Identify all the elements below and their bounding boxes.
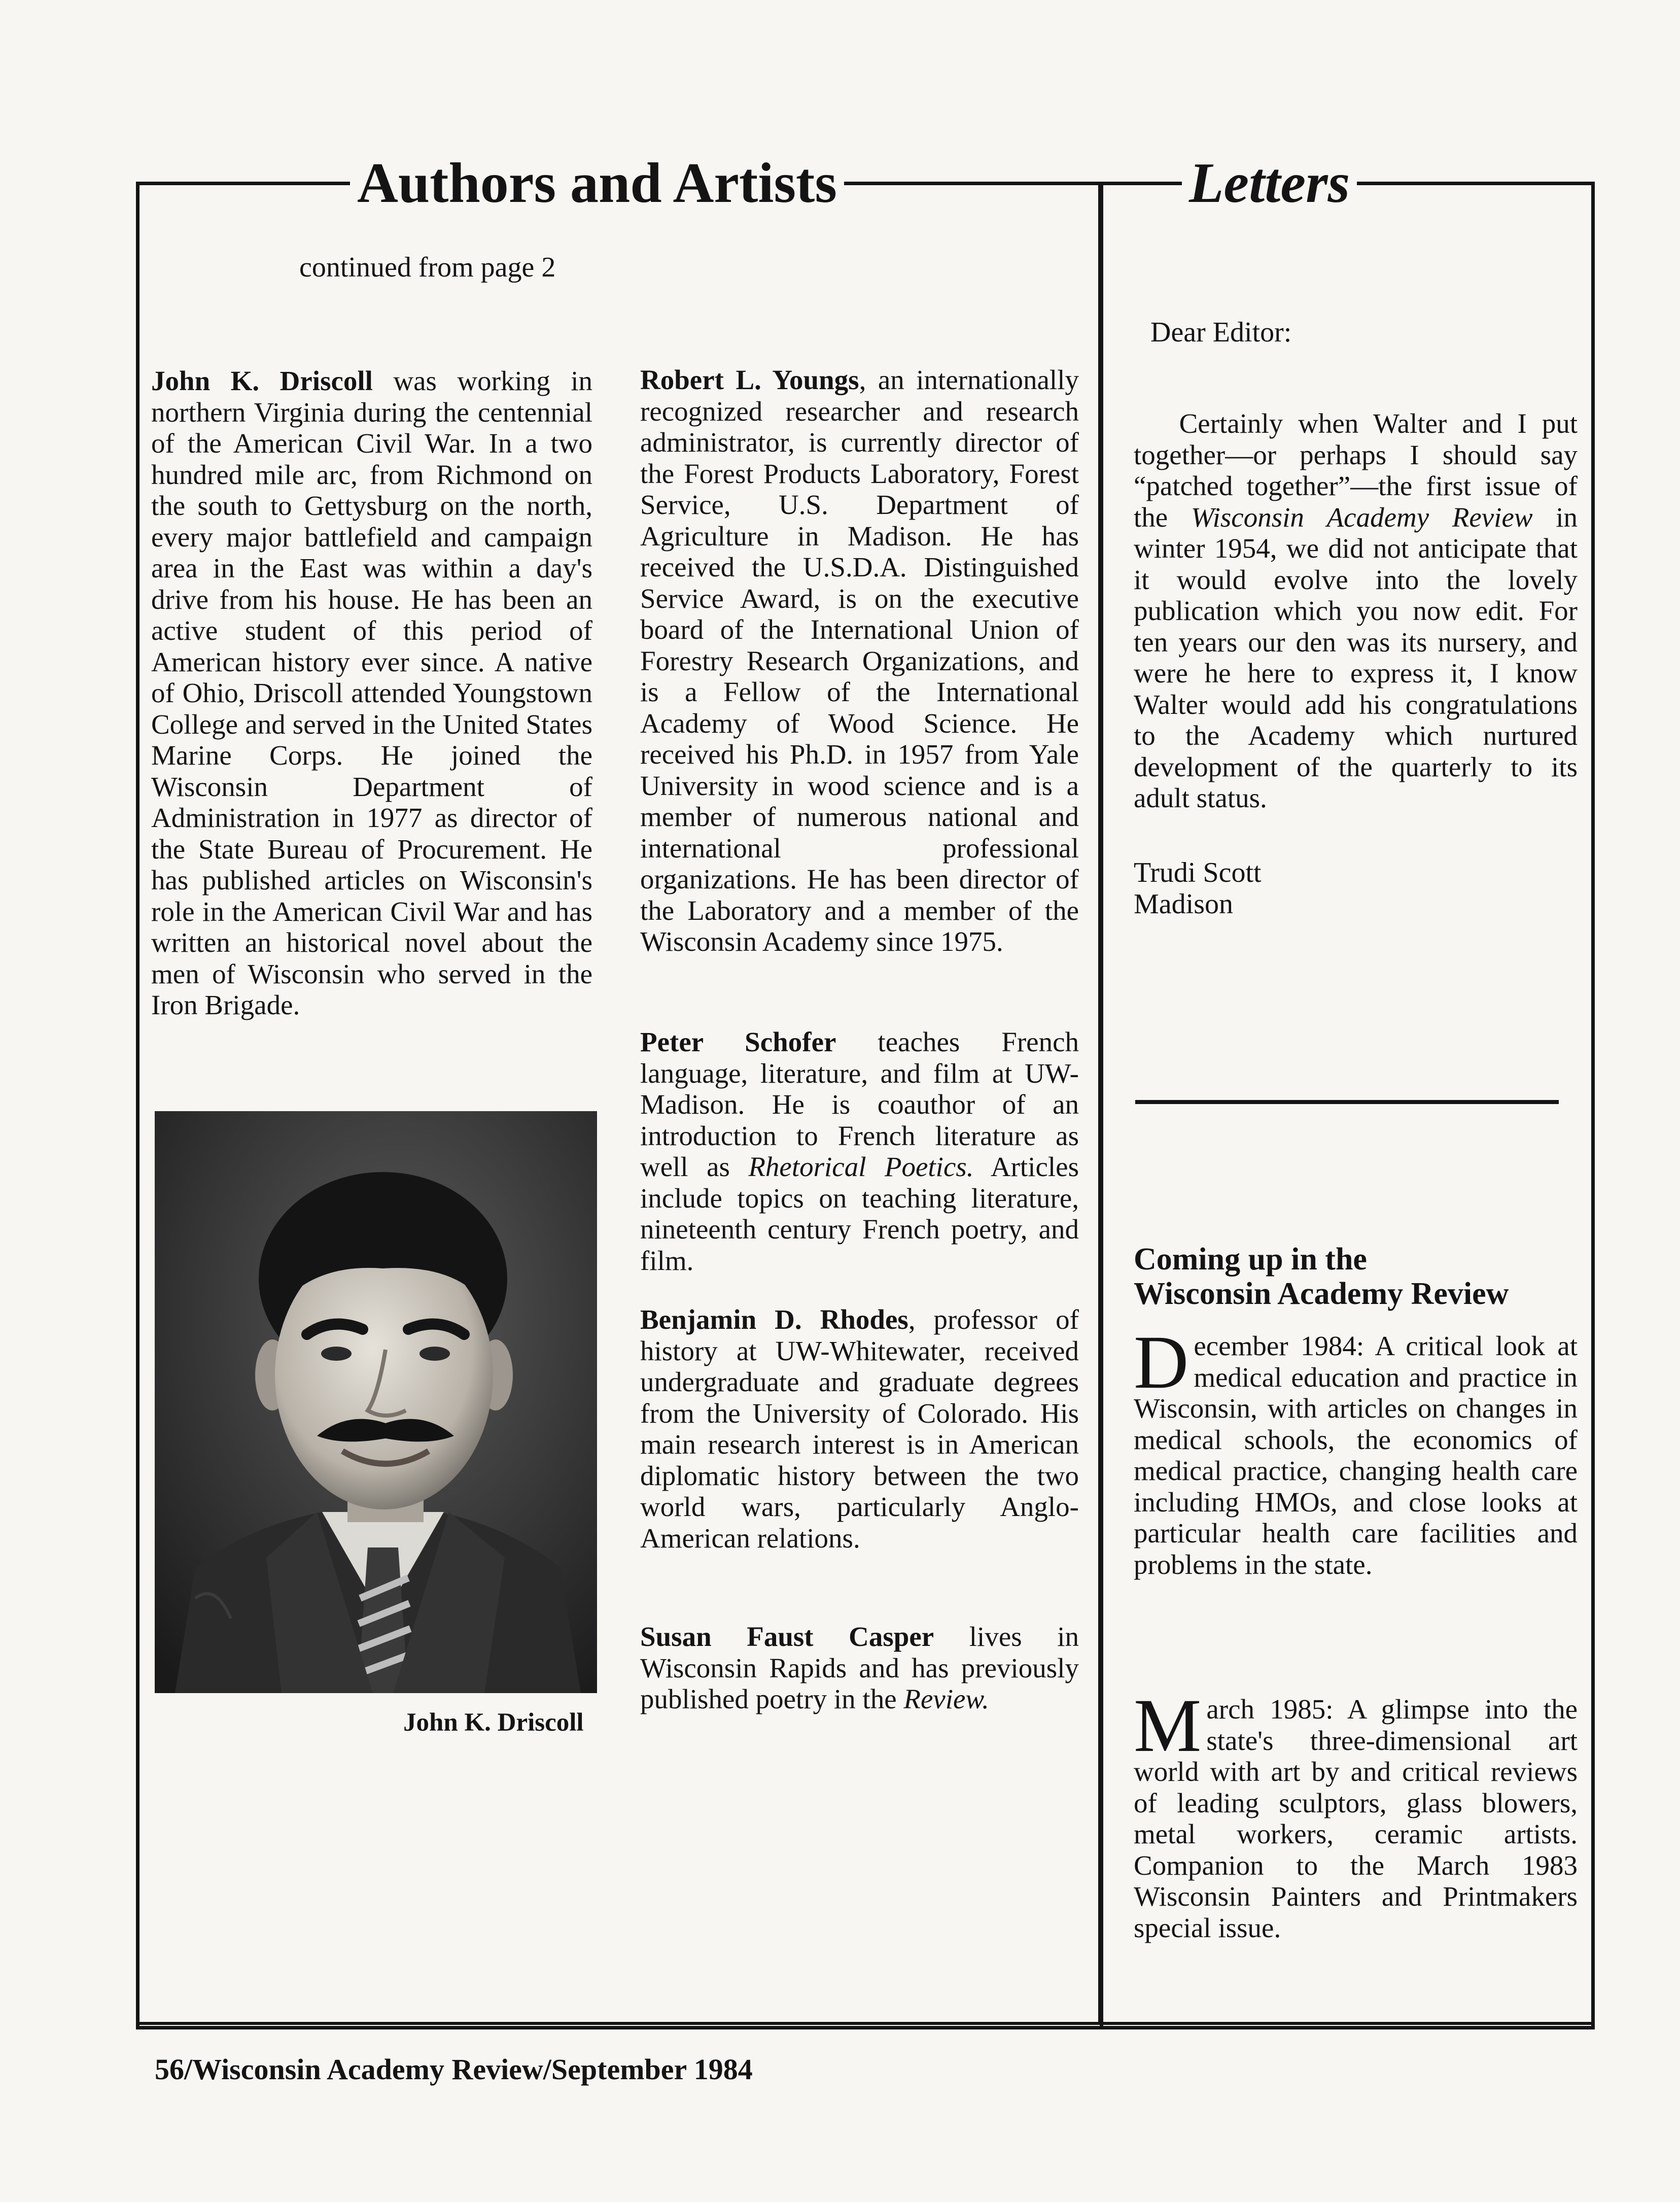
bio-text: lives in Wisconsin Rapids and has previously published poetry in the	[640, 1621, 1079, 1714]
section-rule	[1135, 1100, 1559, 1104]
drop-cap: M	[1134, 1683, 1202, 1768]
letter-text: in winter 1954, we did not anticipate that it would evolve into the lovely publication which you now edit. For ten years our den was its nursery, and were he here to express it, I know Walter would add his congratulations to the Academy which nurtured development of the quarterly to its adult status.	[1134, 501, 1578, 813]
letter-signer-name: Trudi Scott	[1134, 857, 1262, 888]
book-title: Rhetorical Poetics.	[748, 1151, 974, 1182]
coming-december	[1134, 1320, 1578, 1580]
letter-salutation: Dear Editor:	[1150, 317, 1292, 348]
letter-text: Certainly when Walter and I put together—or perhaps I should say “patched together”—the first issue of the	[1134, 408, 1578, 533]
bio-name: Robert L. Youngs	[640, 364, 859, 395]
column-divider	[1098, 182, 1102, 2022]
publication-title: Wisconsin Academy Review	[1191, 501, 1533, 533]
bio-name: Benjamin D. Rhodes	[640, 1304, 908, 1335]
photo-caption: John K. Driscoll	[403, 1708, 584, 1737]
bio-text: teaches French language, literature, and film at UW-Madison. He is coauthor of an introduction to French literature as well as	[640, 1026, 1079, 1182]
letter-body	[1134, 408, 1578, 814]
bio-name: Peter Schofer	[640, 1026, 836, 1057]
bio-casper	[640, 1621, 1079, 1715]
letters-title: Letters	[1182, 155, 1357, 212]
driscoll-photo	[155, 1111, 597, 1693]
authors-title: Authors and Artists	[350, 155, 844, 212]
bio-text: was working in northern Virginia during the centennial of the American Civil War. In a two hundred mile arc, from Richmond on the south to Gettysburg on the north, every major battlefield and campaign area in the East was within a day's drive from his house. He has been an active student of this period of American history ever since. A native of Ohio, Driscoll attended Youngstown College and served in the United States Marine Corps. He joined the Wisconsin Department of Administration in 1977 as director of the State Bureau of Procurement. He has published articles on Wisconsin's role in the American Civil War and has written an historical novel about the men of Wisconsin who served in the Iron Brigade.	[151, 365, 592, 1020]
bio-schofer	[640, 1026, 1079, 1276]
bio-name: Susan Faust Casper	[640, 1621, 934, 1652]
page-footer: 56/Wisconsin Academy Review/September 1984	[155, 2053, 753, 2086]
bio-text: , professor of history at UW-Whitewater, received undergraduate and graduate degrees from the University of Colorado. His main research interest is in American diplomatic history between the two world wars, particularly Anglo-American relations.	[640, 1304, 1079, 1554]
coming-up-heading	[1134, 1242, 1580, 1311]
coming-text: ecember 1984: A critical look at medical education and practice in Wisconsin, with articles on changes in medical schools, the economics of medical practice, changing health care including HMOs, and close looks at particular health care facilities and problems in the state.	[1134, 1330, 1578, 1580]
coming-march	[1134, 1683, 1578, 1943]
portrait-illustration	[155, 1111, 597, 1693]
bio-text: Articles include topics on teaching literature, nineteenth century French poetry, and film.	[640, 1151, 1079, 1276]
bottom-rule	[136, 2022, 1595, 2025]
letter-signer-city: Madison	[1134, 888, 1233, 920]
publication-title: Review.	[903, 1683, 989, 1714]
bio-text: , an internationally recognized researcher and research administrator, is currently director of the Forest Products Laboratory, Forest Service, U.S. Department of Agriculture in Madison. He has received the U.S.D.A. Distinguished Service Award, is on the executive board of the International Union of Forestry Research Organizations, and is a Fellow of the International Academy of Wood Science. He received his Ph.D. in 1957 from Yale University in wood science and is a member of numerous national and international professional organizations. He has been director of the Laboratory and a member of the Wisconsin Academy since 1975.	[640, 364, 1079, 957]
heading-line: Coming up in the	[1134, 1242, 1367, 1277]
heading-line: Wisconsin Academy Review	[1134, 1277, 1509, 1311]
bio-name: John K. Driscoll	[151, 365, 373, 396]
bio-youngs	[640, 364, 1079, 957]
coming-text: arch 1985: A glimpse into the state's three-dimensional art world with art by and critical reviews of leading sculptors, glass blowers, metal workers, ceramic artists. Companion to the March 1983 Wisconsin Painters and Printmakers special issue.	[1134, 1694, 1578, 1943]
bio-rhodes	[640, 1304, 1079, 1554]
bio-driscoll	[151, 365, 592, 1021]
continued-note: continued from page 2	[299, 252, 556, 283]
drop-cap: D	[1134, 1320, 1189, 1404]
